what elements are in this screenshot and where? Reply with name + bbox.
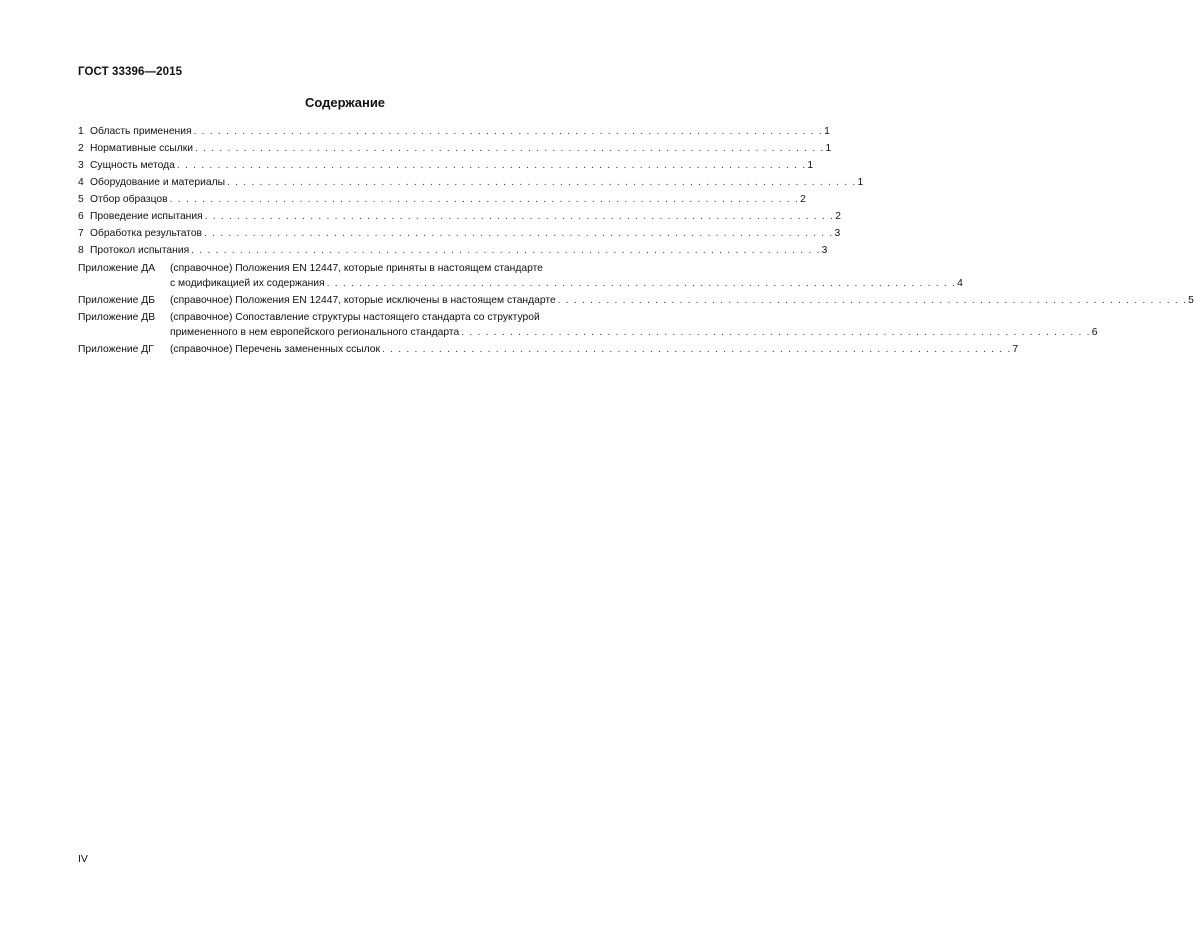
annex-list [78,261,1194,357]
toc-entry-number: 7 [78,228,84,239]
toc-entry-label: Нормативные ссылки [90,143,194,154]
annex-body [170,310,1097,340]
annex-title-line1: (справочное) Положения EN 12447, которые исключены в настоящем стандарте [170,295,556,306]
toc-title: Содержание [304,95,386,110]
toc-entry-page: 3 [821,245,828,256]
annex-title-line1: (справочное) Сопоставление структуры настоящего стандарта со структурой [170,312,540,323]
toc-entry-label: Протокол испытания [90,245,190,256]
dot-leader [177,157,805,174]
toc-annex-dg[interactable] [78,342,1019,357]
toc-entry-label: Обработка результатов [90,228,203,239]
toc-entry-number: 1 [78,126,84,137]
annex-prefix: Приложение ДБ [78,295,155,306]
toc-entry-page: 1 [825,143,832,154]
toc-entry-number: 2 [78,143,84,154]
dot-leader [191,242,819,259]
toc-entry-number: 8 [78,245,84,256]
annex-body [170,261,963,291]
dot-leader [195,140,823,157]
annex-page: 7 [1012,344,1019,355]
dot-leader [382,342,1010,357]
dot-leader [170,191,798,208]
annex-prefix: Приложение ДА [78,263,156,274]
annex-line [170,310,1097,325]
annex-title-line2: примененного в нем европейского регионального стандарта [170,327,460,338]
standard-header: ГОСТ 33396—2015 [78,66,183,78]
toc-entry-number: 6 [78,211,84,222]
table-of-contents [78,123,1194,359]
toc-entry-8[interactable] [78,242,828,259]
dot-leader [558,293,1186,308]
dot-leader [227,174,855,191]
toc-entry-label: Проведение испытания [90,211,203,222]
annex-body [170,293,1194,308]
toc-entry-number: 5 [78,194,84,205]
toc-entry-number: 3 [78,160,84,171]
annex-line [170,276,963,291]
annex-page: 6 [1091,327,1098,338]
toc-entry-3[interactable] [78,157,814,174]
toc-entry-page: 1 [824,126,830,137]
toc-entry-label: Отбор образцов [90,194,168,205]
toc-annex-db[interactable] [78,293,1194,308]
dot-leader [205,208,833,225]
annex-line [170,293,1194,308]
toc-entry-label: Оборудование и материалы [90,177,226,188]
toc-entry-number: 4 [78,177,84,188]
annex-line [170,261,963,276]
annex-prefix: Приложение ДВ [78,312,156,323]
toc-entry-label: Сущность метода [90,160,175,171]
dot-leader [461,325,1089,340]
toc-entry-page: 2 [835,211,841,222]
toc-entry-page: 1 [807,160,814,171]
annex-line [170,325,1097,340]
annex-page: 4 [957,278,963,289]
dot-leader [194,123,822,140]
toc-entry-7[interactable] [78,225,841,242]
annex-title-line1: (справочное) Положения EN 12447, которые приняты в настоящем стандарте [170,263,543,274]
annex-line [170,342,1018,357]
annex-body [170,342,1018,357]
toc-entry-6[interactable] [78,208,841,225]
annex-prefix: Приложение ДГ [78,344,154,355]
annex-title-line1: (справочное) Перечень замененных ссылок [170,344,380,355]
toc-entry-label: Область применения [90,126,192,137]
toc-annex-dv[interactable] [78,310,1098,340]
annex-title-line2: с модификацией их содержания [170,278,325,289]
page-number: IV [78,853,88,865]
toc-entry-1[interactable] [78,123,830,140]
toc-entry-4[interactable] [78,174,864,191]
toc-entry-page: 3 [834,228,841,239]
dot-leader [204,225,832,242]
toc-annex-da[interactable] [78,261,963,291]
toc-entry-page: 2 [800,194,806,205]
annex-page: 5 [1188,295,1194,306]
toc-entry-2[interactable] [78,140,832,157]
toc-entry-page: 1 [857,177,864,188]
dot-leader [327,276,955,291]
toc-entry-5[interactable] [78,191,806,208]
